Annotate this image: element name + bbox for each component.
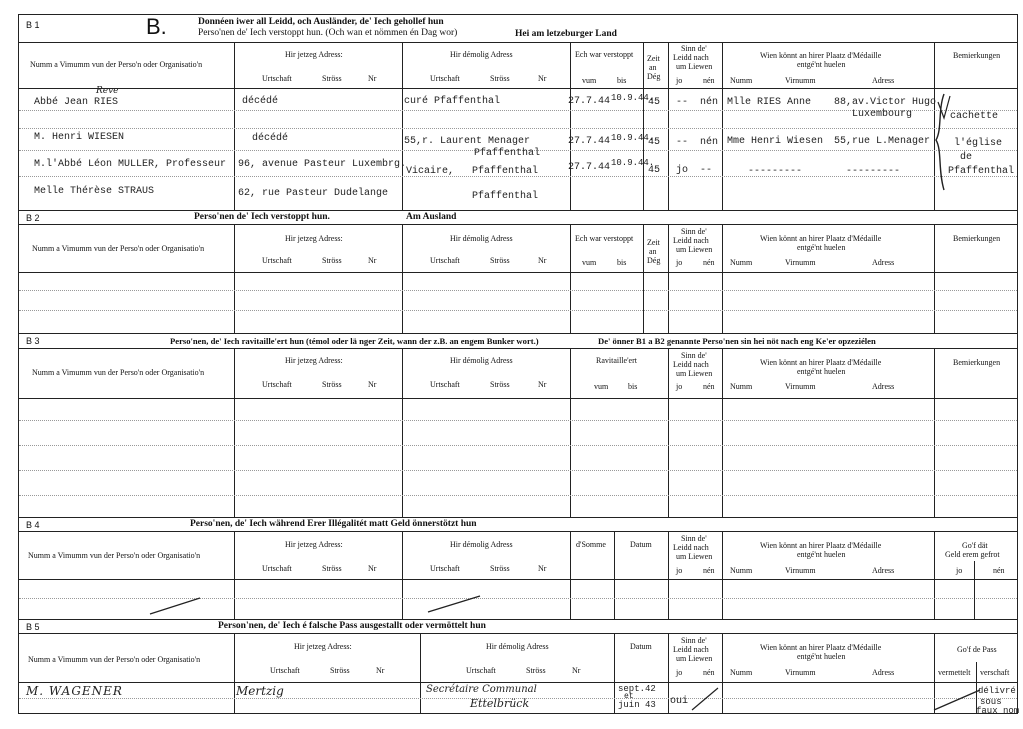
section-code-b4: B 4	[26, 520, 40, 530]
col-header-alive: um Liewen	[676, 245, 713, 254]
col-line	[643, 42, 644, 210]
form-letter: B.	[146, 14, 167, 39]
b1-row2-address: décédé	[252, 133, 289, 144]
col-header-from: vum	[582, 258, 597, 267]
col-header-medal-name: Numm	[730, 668, 753, 677]
col-header-current-address: Hir jetzeg Adress:	[285, 356, 343, 365]
col-header-no: nén	[703, 76, 715, 85]
row-rule	[19, 128, 1017, 129]
b1-row2-days: 45	[648, 137, 661, 148]
b3-body-line	[18, 398, 1018, 399]
b5-row-town: Mertzig	[236, 684, 284, 698]
row-rule	[19, 470, 1017, 471]
b3-head-line	[18, 348, 1018, 349]
col-header-yes: jo	[676, 76, 683, 85]
col-header-to: bis	[617, 76, 627, 85]
col-header-town: Urtschaft	[262, 74, 292, 83]
section-title-b2-place: Am Ausland	[406, 212, 457, 222]
section-code-b2: B 2	[26, 213, 40, 223]
col-header-number: Nr	[572, 666, 581, 675]
b1-row2-name: M. Henri WIESEN	[34, 132, 125, 143]
col-line	[934, 224, 935, 333]
b1-row2-to: 10.9.44.	[611, 133, 655, 143]
col-header-medal: Wien könnt an hirer Plaatz d'Médaille	[760, 541, 882, 550]
col-line	[974, 561, 975, 619]
col-header-medal: entgé'nt huelen	[797, 60, 846, 69]
col-header-alive: Sinn de'	[681, 636, 707, 645]
col-header-no: nén	[703, 382, 715, 391]
col-header-medal-address: Adress	[872, 566, 895, 575]
b5-row-alive: oui	[670, 696, 689, 707]
b1-remark-1: cachette	[950, 111, 999, 122]
col-header-yes: jo	[676, 566, 683, 575]
b4-top-line	[18, 517, 1018, 518]
col-line	[234, 42, 235, 210]
col-header-supplied: Ravitaille'ert	[596, 356, 637, 365]
col-header-number: Nr	[538, 380, 547, 389]
b1-remark-2: l'église	[954, 138, 1003, 149]
section-title-b1-line3: Hei am letzeburger Land	[515, 29, 617, 39]
col-line	[722, 531, 723, 619]
col-header-former-address: Hir démolig Adress	[450, 234, 513, 243]
col-header-medal: Wien könnt an hirer Plaatz d'Médaille	[760, 358, 882, 367]
b1-row1-medal-name: Mlle RIES Anne	[727, 97, 812, 108]
b1-row4-address: 62, rue Pasteur Dudelange	[238, 188, 389, 199]
col-header-number: Nr	[538, 564, 547, 573]
col-header-from: vum	[582, 76, 597, 85]
b5-head-line	[18, 633, 1018, 634]
col-line	[402, 348, 403, 517]
col-header-hidden: Ech war verstoppt	[575, 50, 634, 59]
b1-row2-medal-address: 55,rue L.Menager	[834, 136, 931, 147]
b1-row3-medal-address: ---------	[846, 166, 901, 177]
col-header-medal-address: Adress	[872, 668, 895, 677]
col-header-street: Ströss	[490, 564, 510, 573]
section-title-b3-note: De' önner B1 a B2 genannte Perso'nen sin hei nöt nach eng Ke'er opzeziélen	[598, 336, 876, 346]
col-header-number: Nr	[538, 74, 547, 83]
col-header-number: Nr	[368, 74, 377, 83]
col-header-time: Zeit	[647, 54, 660, 63]
col-header-street: Ströss	[490, 380, 510, 389]
col-header-street: Ströss	[322, 74, 342, 83]
col-line	[570, 348, 571, 517]
section-title-b2: Perso'nen de' Iech verstoppt hun.	[194, 212, 330, 222]
col-header-time: Zeit	[647, 238, 660, 247]
col-header-town: Urtschaft	[262, 380, 292, 389]
row-rule	[19, 445, 1017, 446]
b1-row3-no: --	[700, 165, 713, 176]
col-line	[668, 42, 669, 210]
b2-head-line	[18, 224, 1018, 225]
col-header-medal-name: Numm	[730, 566, 753, 575]
b5-row-former2: Ettelbrück	[470, 697, 530, 710]
section-title-b1-line2: Perso'nen de' Iech verstoppt hun. (Och wan et nömmen én Dag wor)	[198, 28, 458, 38]
b1-row2-no: nén	[700, 137, 719, 148]
col-header-alive: Sinn de'	[681, 44, 707, 53]
col-header-former-address: Hir démolig Adress	[486, 642, 549, 651]
b5-row-made3: faux nom	[976, 706, 1020, 716]
b1-row1-former: curé Pfaffenthal	[404, 96, 501, 107]
section-title-b5: Person'nen, de' Iech é falsche Pass ausgestallt oder vermöttelt hun	[218, 621, 486, 631]
b1-row1-yes: --	[676, 97, 689, 108]
col-header-medal-first: Virnumm	[785, 76, 816, 85]
b1-row3-address: 96, avenue Pasteur Luxembrg.	[238, 159, 407, 170]
b1-row1-from: 27.7.44	[568, 96, 611, 107]
col-header-medal-name: Numm	[730, 76, 753, 85]
col-header-alive: Leidd nach	[673, 360, 709, 369]
b1-row1-name-note: Reve	[96, 86, 119, 96]
col-header-from: vum	[594, 382, 609, 391]
col-header-date: Datum	[630, 540, 652, 549]
col-header-medal-address: Adress	[872, 382, 895, 391]
col-header-street: Ströss	[490, 74, 510, 83]
col-header-made: verschaft	[980, 668, 1010, 677]
col-line	[420, 633, 421, 713]
b1-row2-former2: Pfaffenthal	[474, 148, 541, 159]
b1-row1-name: Abbé Jean RIES	[34, 97, 119, 108]
b1-row3-former: Vicaire,	[406, 166, 455, 177]
b4-body-line	[18, 579, 1018, 580]
section-code-b1: B 1	[26, 20, 40, 30]
b1-row3-from: 27.7.44	[568, 162, 611, 173]
col-header-remarks: Bemierkungen	[953, 234, 1001, 243]
col-header-alive: Sinn de'	[681, 534, 707, 543]
b5-row-date1: sept.42	[618, 684, 656, 694]
frame-left	[18, 14, 19, 714]
b5-strike-lines	[690, 684, 1020, 714]
col-header-former-address: Hir démolig Adress	[450, 540, 513, 549]
b1-row1-to: 10.9.44.	[611, 93, 655, 103]
col-header-number: Nr	[368, 564, 377, 573]
col-header-street: Ströss	[322, 380, 342, 389]
col-header-name: Numm a Vimumm vun der Perso'n oder Organisatio'n	[32, 368, 205, 377]
col-line	[722, 42, 723, 210]
col-header-time: Dég	[647, 256, 661, 265]
col-header-to: bis	[617, 258, 627, 267]
col-header-former-address: Hir démolig Adress	[450, 50, 513, 59]
col-line	[614, 531, 615, 619]
col-header-time: Dég	[647, 72, 661, 81]
b1-row1-medal-address: 88,av.Victor Hugo	[834, 97, 937, 108]
col-header-town: Urtschaft	[430, 256, 460, 265]
col-header-yes: jo	[956, 566, 963, 575]
col-header-remarks: Bemierkungen	[953, 358, 1001, 367]
section-title-b1-line1: Donnéen iwer all Leidd, och Ausländer, de' Iech gehollef hun	[198, 17, 444, 27]
b1-row1-days: 45	[648, 97, 661, 108]
col-header-remarks: Bemierkungen	[953, 51, 1001, 60]
frame-top	[18, 14, 1018, 15]
b1-row3-days: 45	[648, 165, 661, 176]
b1-row4-former: Pfaffenthal	[472, 191, 539, 202]
col-line	[570, 42, 571, 210]
col-header-alive: um Liewen	[676, 654, 713, 663]
col-header-no: nén	[703, 668, 715, 677]
b1-row2-from: 27.7.44	[568, 136, 611, 147]
col-header-current-address: Hir jetzeg Adress:	[285, 540, 343, 549]
col-line	[722, 348, 723, 517]
col-header-current-address: Hir jetzeg Adress:	[285, 234, 343, 243]
row-rule	[19, 495, 1017, 496]
col-line	[234, 224, 235, 333]
section-code-b3: B 3	[26, 336, 40, 346]
col-header-street: Ströss	[330, 666, 350, 675]
b3-top-line	[18, 333, 1018, 334]
b1-body-line	[18, 88, 1018, 89]
b1-row1-no: nén	[700, 97, 719, 108]
col-header-medal-address: Adress	[872, 258, 895, 267]
col-line	[570, 224, 571, 333]
col-header-street: Ströss	[322, 564, 342, 573]
b1-row3-former2: Pfaffenthal	[472, 166, 539, 177]
col-header-medal: entgé'nt huelen	[797, 367, 846, 376]
col-header-medal: Wien könnt an hirer Plaatz d'Médaille	[760, 643, 882, 652]
section-title-b4: Perso'nen, de' Iech während Erer Illégalitét matt Geld önnerstötzt hun	[190, 519, 477, 529]
section-code-b5: B 5	[26, 622, 40, 632]
col-header-pass: Go'f de Pass	[957, 645, 997, 654]
col-header-medal: Wien könnt an hirer Plaatz d'Médaille	[760, 234, 882, 243]
b1-row4-name: Melle Thérèse STRAUS	[34, 186, 155, 197]
col-header-name: Numm a Vimumm vun der Perso'n oder Organisatio'n	[28, 655, 201, 664]
col-line	[234, 633, 235, 713]
col-header-date: Datum	[630, 642, 652, 651]
b4-strike-lines	[140, 590, 540, 620]
row-rule	[19, 310, 1017, 311]
b2-body-line	[18, 272, 1018, 273]
b2-top-line	[18, 210, 1018, 211]
col-header-medal: entgé'nt huelen	[797, 550, 846, 559]
col-header-time: an	[649, 63, 657, 72]
col-header-issued: vermettelt	[938, 668, 971, 677]
col-header-number: Nr	[368, 380, 377, 389]
col-header-town: Urtschaft	[430, 380, 460, 389]
b1-row3-medal-name: ---------	[748, 166, 803, 177]
b5-row-made2: sous	[980, 697, 1002, 707]
col-header-alive: Leidd nach	[673, 236, 709, 245]
col-line	[668, 531, 669, 619]
col-header-alive: Leidd nach	[673, 543, 709, 552]
col-header-medal-first: Virnumm	[785, 382, 816, 391]
col-header-name: Numm a Vimumm vun der Perso'n oder Organisatio'n	[32, 244, 205, 253]
col-header-alive: um Liewen	[676, 369, 713, 378]
col-line	[614, 633, 615, 713]
b1-row2-yes: --	[676, 137, 689, 148]
col-header-medal-first: Virnumm	[785, 258, 816, 267]
b1-row3-yes: jo	[676, 165, 689, 176]
col-header-former-address: Hir démolig Adress	[450, 356, 513, 365]
col-header-town: Urtschaft	[430, 74, 460, 83]
col-header-no: nén	[703, 258, 715, 267]
col-header-town: Urtschaft	[262, 256, 292, 265]
b5-row-name: M. WAGENER	[26, 684, 123, 698]
b5-row-made: délivré	[978, 686, 1016, 696]
col-line	[668, 224, 669, 333]
col-line	[934, 531, 935, 619]
col-header-name: Numm a Vimumm vun der Perso'n oder Organisatio'n	[28, 551, 201, 560]
col-header-no: nén	[993, 566, 1005, 575]
col-line	[402, 224, 403, 333]
frame-right	[1017, 14, 1018, 714]
b1-head-line	[18, 42, 1018, 43]
col-header-number: Nr	[376, 666, 385, 675]
col-header-yes: jo	[676, 382, 683, 391]
col-header-medal-name: Numm	[730, 382, 753, 391]
b1-row1-medal-address2: Luxembourg	[852, 109, 913, 120]
col-header-alive: um Liewen	[676, 552, 713, 561]
col-line	[668, 633, 669, 713]
col-header-medal-first: Virnumm	[785, 566, 816, 575]
col-line	[234, 348, 235, 517]
b5-row-former: Secrétaire Communal	[426, 684, 537, 695]
col-header-street: Ströss	[526, 666, 546, 675]
b1-row3-to: 10.9.44.	[611, 158, 655, 168]
section-title-b3: Perso'nen, de' Iech ravitaille'ert hun (témol oder lä nger Zeit, wann der z.B. an engem Bunker wort.)	[170, 336, 539, 346]
col-header-time: an	[649, 247, 657, 256]
col-header-alive: Sinn de'	[681, 351, 707, 360]
col-header-no: nén	[703, 566, 715, 575]
b5-row-date2: et	[624, 692, 634, 701]
col-line	[402, 42, 403, 210]
col-header-town: Urtschaft	[270, 666, 300, 675]
col-header-town: Urtschaft	[430, 564, 460, 573]
row-rule	[19, 290, 1017, 291]
col-header-sum: d'Somme	[576, 540, 606, 549]
col-header-hidden: Ech war verstoppt	[575, 234, 634, 243]
col-header-current-address: Hir jetzeg Adress:	[285, 50, 343, 59]
col-header-yes: jo	[676, 668, 683, 677]
col-header-street: Ströss	[490, 256, 510, 265]
col-header-to: bis	[628, 382, 638, 391]
col-header-money: Go'f dät	[962, 541, 988, 550]
col-line	[934, 348, 935, 517]
remarks-bracket-icon	[928, 90, 958, 200]
col-line	[722, 224, 723, 333]
col-header-town: Urtschaft	[466, 666, 496, 675]
col-header-medal: entgé'nt huelen	[797, 243, 846, 252]
col-header-alive: Leidd nach	[673, 645, 709, 654]
col-line	[570, 531, 571, 619]
col-header-medal-name: Numm	[730, 258, 753, 267]
col-header-town: Urtschaft	[262, 564, 292, 573]
col-header-medal: Wien könnt an hirer Plaatz d'Médaille	[760, 51, 882, 60]
b5-row-date3: juin 43	[618, 700, 656, 710]
col-header-alive: um Liewen	[676, 62, 713, 71]
col-header-current-address: Hir jetzeg Adress:	[294, 642, 352, 651]
col-header-number: Nr	[368, 256, 377, 265]
b1-row2-medal-name: Mme Henri Wiesen	[727, 136, 824, 147]
row-rule	[19, 420, 1017, 421]
b1-row1-address: décédé	[242, 96, 279, 107]
col-header-alive: Sinn de'	[681, 227, 707, 236]
col-header-alive: Leidd nach	[673, 53, 709, 62]
col-header-medal-first: Virnumm	[785, 668, 816, 677]
b1-row3-name: M.l'Abbé Léon MULLER, Professeur	[34, 159, 227, 170]
b1-remark-3: de	[960, 152, 973, 163]
b1-row2-former: 55,r. Laurent Menager	[404, 136, 531, 147]
col-line	[643, 224, 644, 333]
col-header-street: Ströss	[322, 256, 342, 265]
col-line	[668, 348, 669, 517]
col-header-number: Nr	[538, 256, 547, 265]
col-header-yes: jo	[676, 258, 683, 267]
b1-remark-4: Pfaffenthal	[948, 166, 1015, 177]
b4-head-line	[18, 531, 1018, 532]
col-header-name: Numm a Vimumm vun der Perso'n oder Organisatio'n	[30, 60, 203, 69]
col-header-medal: entgé'nt huelen	[797, 652, 846, 661]
col-header-medal-address: Adress	[872, 76, 895, 85]
col-header-money: Geld erem gefrot	[945, 550, 1000, 559]
b5-body-line	[18, 682, 1018, 683]
